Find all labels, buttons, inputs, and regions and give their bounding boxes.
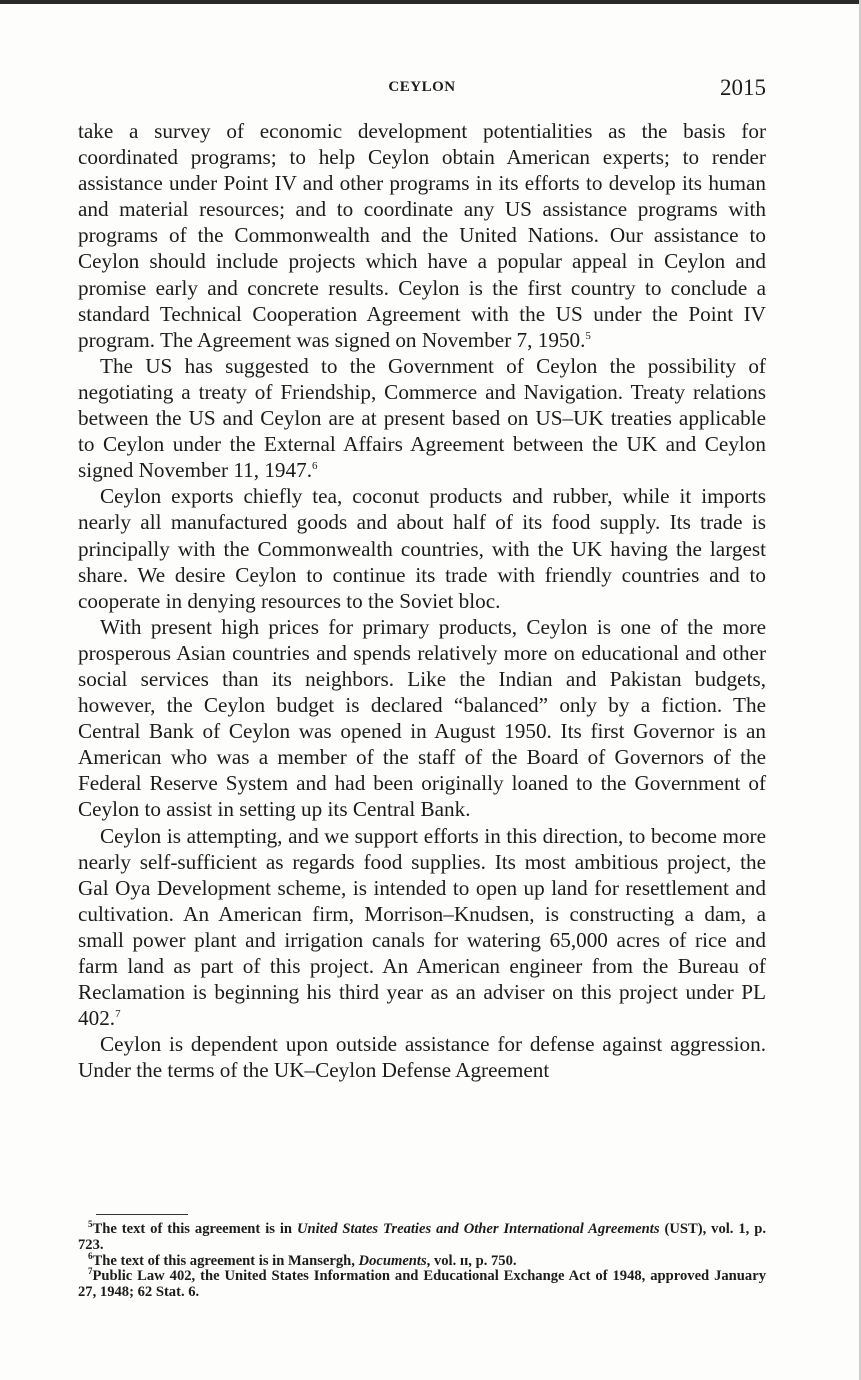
footnote-ref: 6: [312, 460, 318, 473]
paragraph-text: Ceylon exports chiefly tea, coconut products and rubber, while it imports nearly all manufactured goods and about half of its food supply. Its trade is principally with the Commonwealth countries, with the UK having the largest share. We desire Ceylon to continue its trade with friendly countries and to cooperate in denying resources to the Soviet bloc.: [78, 484, 766, 613]
footnote-marker: 6: [88, 1250, 93, 1261]
footnote-marker: 7: [88, 1266, 93, 1277]
running-head: CEYLON: [388, 79, 456, 95]
body-text: [78, 118, 766, 1083]
footnote: [78, 1219, 767, 1254]
footnote-text: The text of this agreement is in: [92, 1221, 297, 1237]
footnote-ref: 5: [585, 329, 591, 342]
paragraph-text: With present high prices for primary products, Ceylon is one of the more prosperous Asian countries and spends relatively more on educational and other social services than its neighbors. Like the Indian and Pakistan budgets, however, the Ceylon budget is declared “balanced” only by a fiction. The Central Bank of Ceylon was opened in August 1950. Its first Governor is an American who was a member of the staff of the Board of Governors of the Federal Reserve System and had been originally loaned to the Government of Ceylon to assist in setting up its Central Bank.: [78, 614, 766, 822]
footnote-divider: [96, 1214, 188, 1215]
paragraph-text: Ceylon is attempting, and we support efforts in this direction, to become more nearly self-sufficient as regards food supplies. Its most ambitious project, the Gal Oya Development scheme, is intended to open up land for resettlement and cultivation. An American firm, Morrison–Knudsen, is constructing a dam, a small power plant and irrigation canals for watering 65,000 acres of rice and farm land as part of this project. An American engineer from the Bureau of Reclamation is beginning his third year as an adviser on this project under PL 402.: [78, 823, 766, 1031]
footnote-text: The text of this agreement is in Mansergh,: [92, 1252, 359, 1269]
footnote-marker: 5: [88, 1219, 93, 1230]
paragraph: [78, 823, 766, 1032]
paragraph: [78, 483, 766, 613]
footnote-text: , vol. ɪɪ, p. 750.: [426, 1252, 517, 1269]
paragraph-text: Ceylon is dependent upon outside assistance for defense against aggression. Under the terms of the UK–Ceylon Defense Agreement: [78, 1032, 766, 1083]
paragraph: [78, 353, 766, 483]
page-number: 2015: [720, 75, 766, 100]
page-top-edge: [0, 0, 861, 4]
paragraph: [78, 1031, 766, 1083]
footnote-title: United States Treaties and Other International Agreements: [296, 1221, 660, 1237]
footnote-ref: 7: [115, 1008, 121, 1021]
paragraph: [78, 118, 766, 353]
paragraph: [78, 614, 766, 823]
page-header: [78, 75, 766, 105]
footnote-text: Public Law 402, the United States Information and Educational Exchange Act of 1948, approved January 27, 1948; 62 Stat. 6.: [78, 1268, 766, 1301]
paragraph-text: The US has suggested to the Government of Ceylon the possibility of negotiating a treaty of Friendship, Commerce and Navigation. Treaty relations between the US and Ceylon are at present based on US–UK treaties applicable to Ceylon under the External Affairs Agreement between the UK and Ceylon signed November 11, 1947.: [78, 353, 766, 483]
paragraph-text: take a survey of economic development potentialities as the basis for coordinated programs; to help Ceylon obtain American experts; to render assistance under Point IV and other programs in its efforts to develop its human and material resources; and to coordinate any US assistance programs with programs of the Commonwealth and the United Nations. Our assistance to Ceylon should include projects which have a popular appeal in Ceylon and promise early and concrete results. Ceylon is the first country to conclude a standard Technical Cooperation Agreement with the US under the Point IV program. The Agreement was signed on November 7, 1950.: [78, 119, 766, 352]
footnote-text: (UST), vol. 1, p. 723.: [78, 1221, 767, 1253]
footnote: [78, 1266, 766, 1301]
footnotes: [78, 1219, 767, 1301]
footnote-title: Documents: [358, 1252, 427, 1269]
